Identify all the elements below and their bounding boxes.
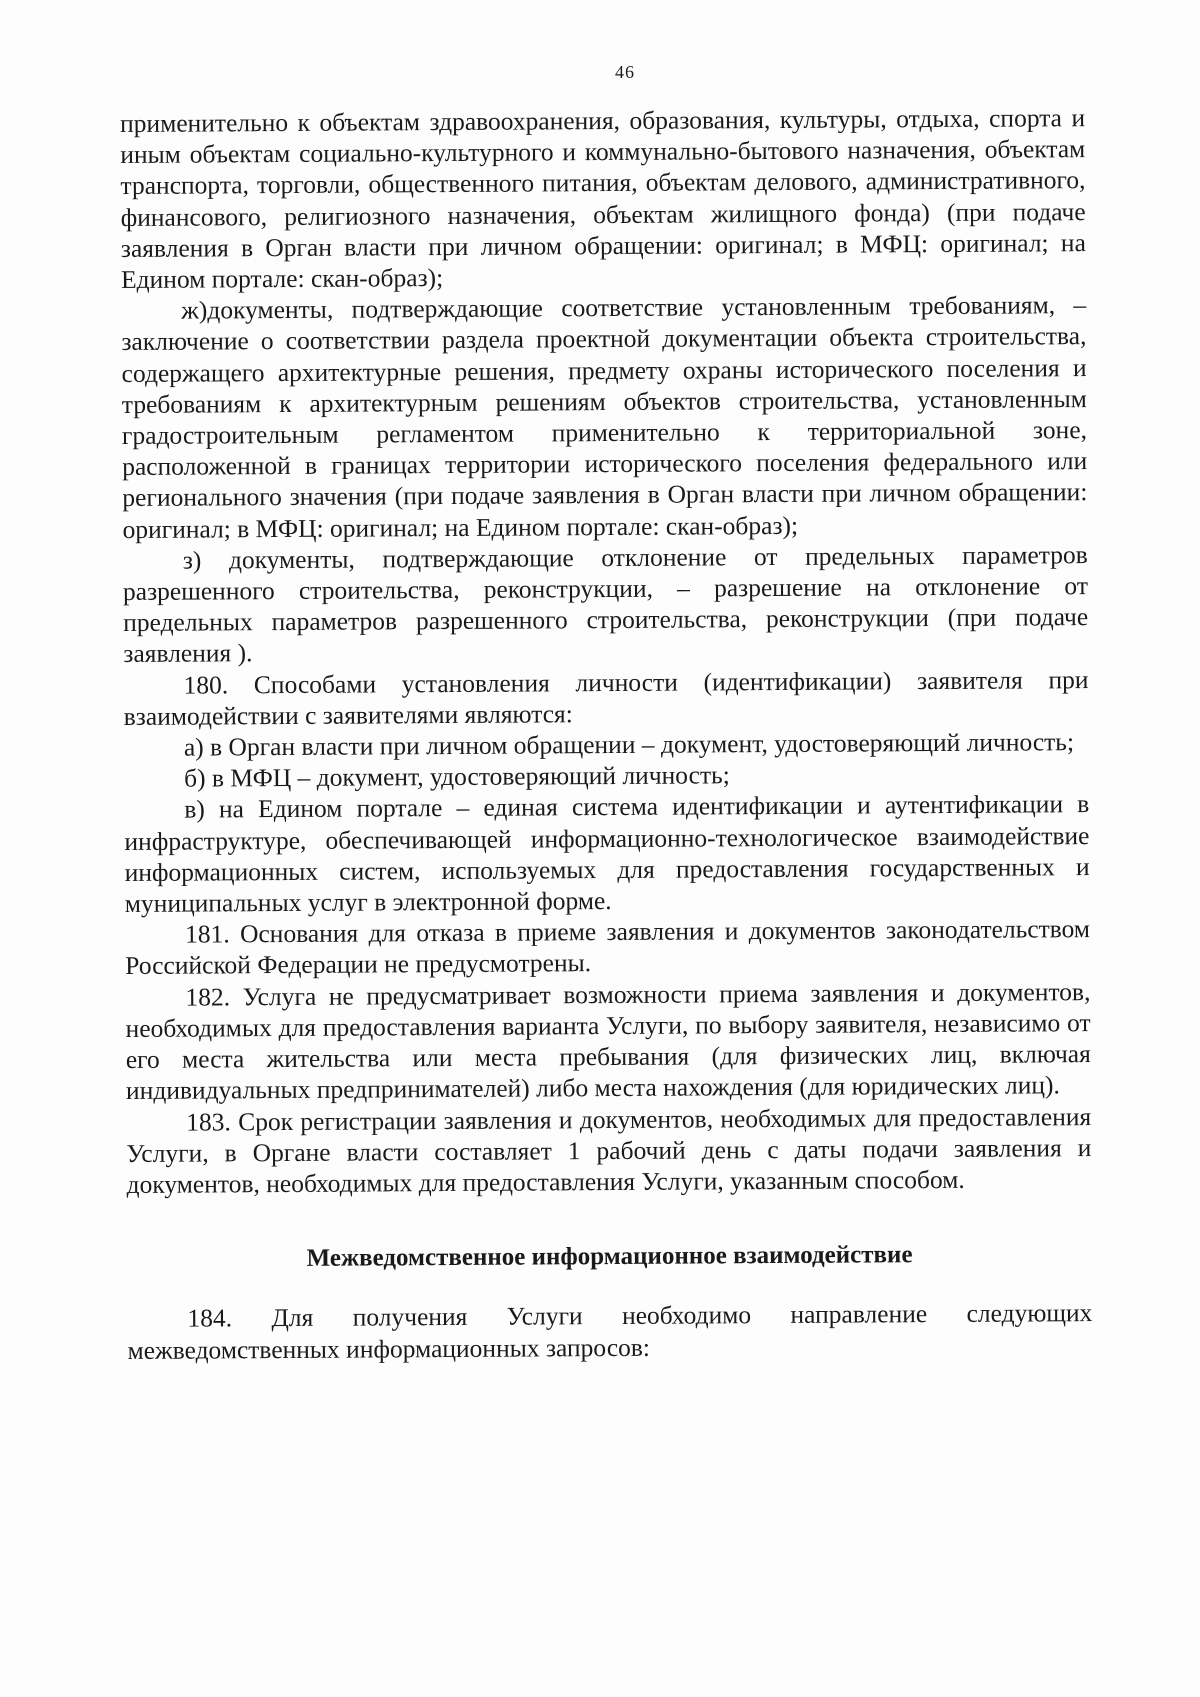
paragraph-180-b: б) в МФЦ – документ, удостоверяющий личность; (184, 760, 730, 793)
paragraph-181: 181. Основания для отказа в приеме заявления и документов законодательством Российской Федерации не предусмотрены. (125, 914, 1091, 981)
paragraph-180: 180. Способами установления личности (идентификации) заявителя при взаимодействии с заявителями являются: (123, 664, 1089, 731)
paragraph-182: 182. Услуга не предусматривает возможности приема заявления и документов, необходимых для предоставления варианта Услуги, по выбору заявителя, независимо от его места жительства или места пребывания (для физических лиц, включая индивидуальных предпринимателей) либо места нахождения (для юридических лиц). (125, 976, 1091, 1106)
paragraph-item-z: з) документы, подтверждающие отклонение от предельных параметров разрешенного строительства, реконструкции, – разрешение на отклонение от предельных параметров разрешенного строительства, реконструкции (при подаче заявления ). (122, 539, 1089, 669)
paragraph-continuation: применительно к объектам здравоохранения, образования, культуры, отдыха, спорта и иным объектам социально-культурного и коммунально-бытового назначения, объектам транспорта, торговли, общественного питания, объектам делового, административного, финансового, религиозного назначения, объектам жилищного фонда) (при подаче заявления в Орган власти при личном обращении: оригинал; в МФЦ: оригинал; на Едином портале: скан-образ); (120, 103, 1086, 295)
paragraph-180-a: а) в Орган власти при личном обращении – документ, удостоверяющий личность; (183, 727, 1075, 762)
document-body (120, 102, 1093, 1366)
paragraph-180-v: в) на Едином портале – единая система идентификации и аутентификации в инфраструктуре, обеспечивающей информационно-технологическое взаимодействие информационных систем, используемых для предоставления государственных и муниципальных услуг в электронной форме. (124, 789, 1090, 919)
page-number: 46 (615, 62, 635, 82)
paragraph-184: 184. Для получения Услуги необходимо направление следующих межведомственных информационных запросов: (127, 1298, 1093, 1365)
paragraph-item-zh: ж)документы, подтверждающие соответствие установленным требованиям, – заключение о соответствии раздела проектной документации объекта строительства, содержащего архитектурные решения, предмету охраны исторического поселения и требованиям к архитектурным решениям объектов строительства, установленным градостроительным регламентом применительно к территориальной зоне, расположенной в границах территории исторического поселения федерального или регионального значения (при подаче заявления в Орган власти при личном обращении: оригинал; в МФЦ: оригинал; на Едином портале: скан-образ); (121, 290, 1088, 544)
paragraph-183: 183. Срок регистрации заявления и документов, необходимых для предоставления Услуги, в Органе власти составляет 1 рабочий день с даты подачи заявления и документов, необходимых для предоставления Услуги, указанным способом. (126, 1101, 1092, 1199)
section-heading: Межведомственное информационное взаимодействие (306, 1241, 913, 1272)
